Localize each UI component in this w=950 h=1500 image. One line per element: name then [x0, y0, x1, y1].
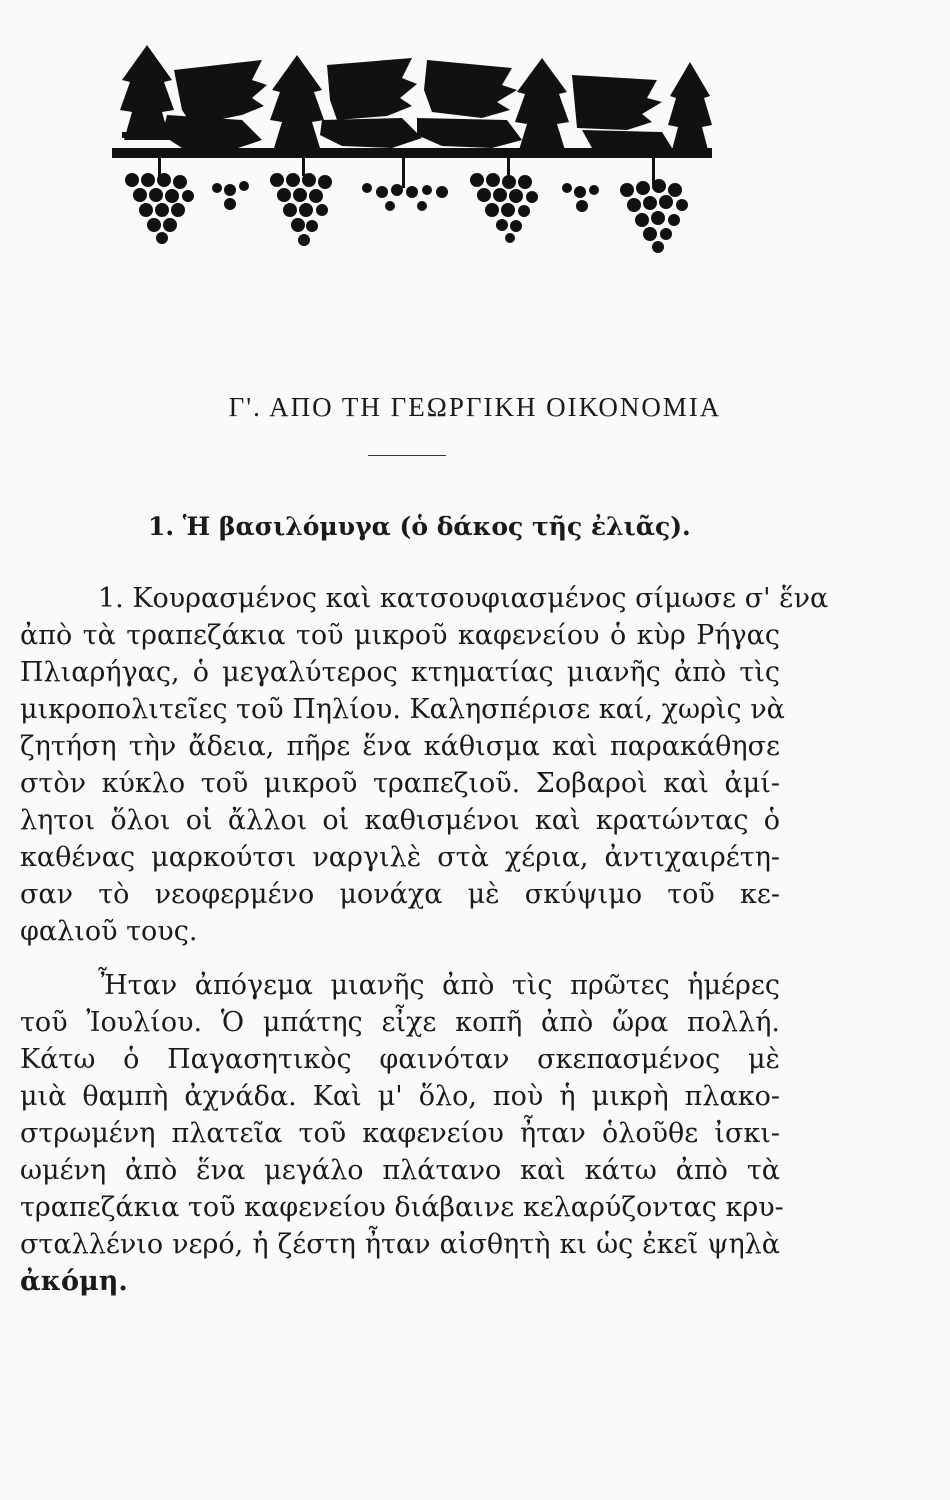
- text-line: τραπεζάκια τοῦ καφενείου διάβαινε κελαρύζοντας κρυ-: [20, 1192, 784, 1223]
- paragraph-2: [20, 967, 784, 1300]
- text-line: Κάτω ὁ Παγασητικὸς φαινόταν σκεπασμένος μὲ: [20, 1044, 780, 1075]
- text-line: τοῦ Ἰουλίου. Ὁ μπάτης εἶχε κοπῆ ἀπὸ ὥρα πολλή.: [20, 1007, 780, 1038]
- text-line: μιὰ θαμπὴ ἀχνάδα. Καὶ μ' ὅλο, ποὺ ἡ μικρὴ πλακο-: [20, 1081, 780, 1112]
- section-heading: 1. Ἡ βασιλόμυγα (ὁ δάκος τῆς ἐλιᾶς).: [148, 512, 691, 541]
- text-line: σταλλένιο νερό, ἡ ζέστη ἦταν αἰσθητὴ κι ὡς ἐκεῖ ψηλὰ: [20, 1229, 780, 1260]
- text-line: Πλιαρήγας, ὁ μεγαλύτερος κτηματίας μιανῆς ἀπὸ τὶς: [20, 657, 780, 688]
- vine-ornament-icon: [112, 40, 712, 255]
- text-line: φαλιοῦ τους.: [20, 916, 198, 947]
- text-line: μικροπολιτεῖες τοῦ Πηλίου. Καλησπέρισε καί, χωρὶς νὰ: [20, 694, 785, 725]
- text-line: καθένας μαρκούτσι ναργιλὲ στὰ χέρια, ἀντιχαιρέτη-: [20, 842, 780, 873]
- paragraph-1: [20, 580, 829, 950]
- title-divider: [368, 455, 446, 456]
- text-line: ἀπὸ τὰ τραπεζάκια τοῦ μικροῦ καφενείου ὁ κὺρ Ρήγας: [20, 620, 780, 651]
- text-line: λητοι ὅλοι οἱ ἄλλοι οἱ καθισμένοι καὶ κρατώντας ὁ: [20, 805, 780, 836]
- text-line: ωμένη ἀπὸ ἕνα μεγάλο πλάτανο καὶ κάτω ἀπὸ τὰ: [20, 1155, 780, 1186]
- text-line: ζητήση τὴν ἄδεια, πῆρε ἕνα κάθισμα καὶ παρακάθησε: [20, 731, 780, 762]
- text-line: σαν τὸ νεοφερμένο μονάχα μὲ σκύψιμο τοῦ κε-: [20, 879, 780, 910]
- text-line: στρωμένη πλατεῖα τοῦ καφενείου ἦταν ὁλοῦθε ἰσκι-: [20, 1118, 780, 1149]
- text-line: ἀκόμη.: [20, 1266, 128, 1297]
- text-line: στὸν κύκλο τοῦ μικροῦ τραπεζιοῦ. Σοβαροὶ καὶ ἀμί-: [20, 768, 780, 799]
- text-line: 1. Κουρασμένος καὶ κατσουφιασμένος σίμωσε σ' ἕνα: [98, 583, 829, 614]
- text-line: Ἦταν ἀπόγεμα μιανῆς ἀπὸ τὶς πρῶτες ἡμέρες: [98, 970, 780, 1001]
- chapter-title: Γ'. ΑΠΟ ΤΗ ΓΕΩΡΓΙΚΗ ΟΙΚΟΝΟΜΙΑ: [228, 392, 722, 422]
